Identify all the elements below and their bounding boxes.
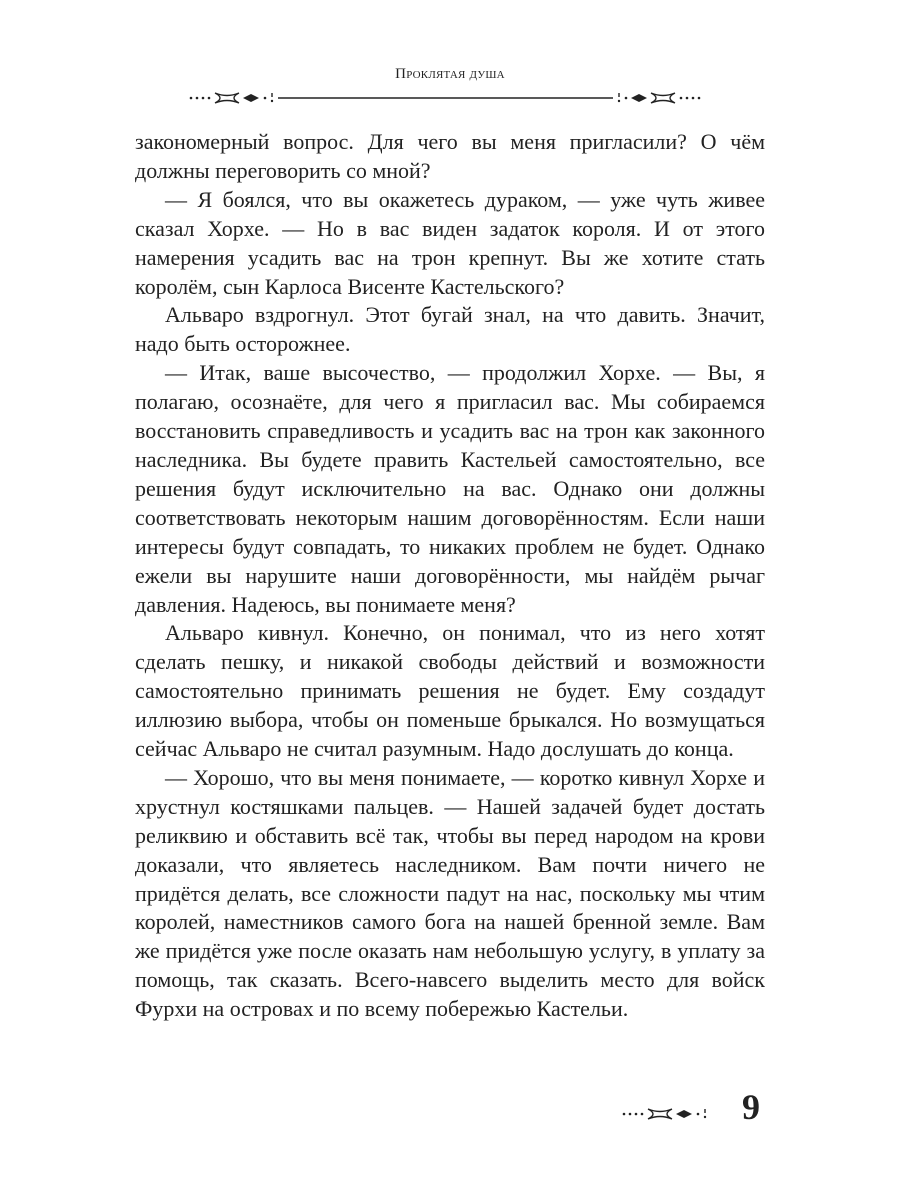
footer-ornament bbox=[620, 1106, 720, 1122]
header-ornament bbox=[135, 90, 765, 106]
paragraph: Альваро кивнул. Конечно, он понимал, что из него хотят сделать пешку, и никакой свободы действий и возможности самостоятельно принимать решения не будет. Ему создадут иллюзию выбора, чтобы он поменьше брыкался. Но возмущаться сейчас Альваро не считал разумным. Надо дослушать до конца. bbox=[135, 620, 765, 762]
running-title: Проклятая душа bbox=[395, 66, 505, 82]
body-text bbox=[135, 128, 765, 1024]
paragraph: — Итак, ваше высочество, — продолжил Хорхе. — Вы, я полагаю, осознаёте, для чего я пригласил вас. Мы собираемся восстановить справедливость и усадить вас на трон как законного наследника. Вы будете править Кастельей самостоятельно, все решения будут исключительно на вас. Однако они должны соответствовать некоторым нашим договорённостям. Если наши интересы будут совпадать, то никаких проблем не будет. Однако ежели вы нарушите наши договорённости, мы найдём рычаг давления. Надеюсь, вы понимаете меня? bbox=[135, 360, 765, 617]
page-number: 9 bbox=[742, 1087, 760, 1127]
paragraph: — Хорошо, что вы меня понимаете, — коротко кивнул Хорхе и хрустнул костяшками пальцев. — Нашей задачей будет достать реликвию и обставить всё так, чтобы вы перед народом на крови доказали, что являетесь наследником. Вам почти ничего не придётся делать, все сложности падут на нас, поскольку мы чтим королей, наместников самого бога на нашей бренной земле. Вам же придётся уже после оказать нам небольшую услугу, в уплату за помощь, так сказать. Всего-навсего выделить место для войск Фурхи на островах и по всему побережью Кастельи. bbox=[135, 764, 765, 1022]
paragraph: закономерный вопрос. Для чего вы меня пригласили? О чём должны переговорить со мной? bbox=[135, 129, 765, 183]
paragraph: — Я боялся, что вы окажетесь дураком, — уже чуть живее сказал Хорхе. — Но в вас виден задаток короля. И от этого намерения усадить вас на трон крепнут. Вы же хотите стать королём, сын Карлоса Висенте Кастельского? bbox=[135, 186, 765, 299]
paragraph: Альваро вздрогнул. Этот бугай знал, на что давить. Значит, надо быть осторожнее. bbox=[135, 302, 765, 357]
running-header bbox=[135, 62, 765, 112]
